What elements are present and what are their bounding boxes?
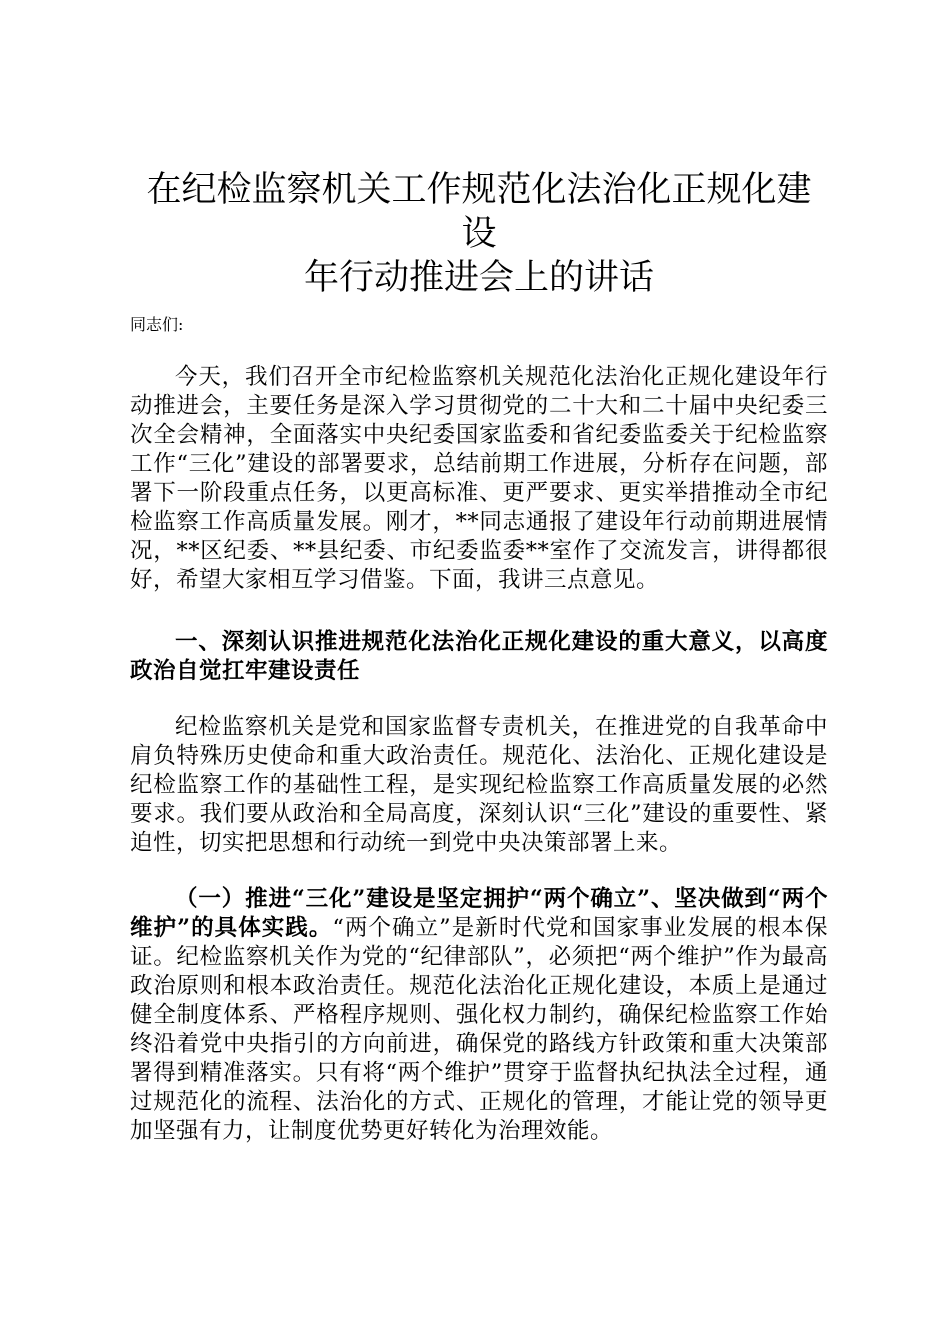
section-heading-1: 一、深刻认识推进规范化法治化正规化建设的重大意义，以高度政治自觉扛牢建设责任 [130, 629, 828, 684]
paragraph-opening: 今天，我们召开全市纪检监察机关规范化法治化正规化建设年行动推进会，主要任务是深入学习贯彻党的二十大和二十届中央纪委三次全会精神，全面落实中央纪委国家监委和省纪委监委关于纪检监察工作“三化”建设的部署要求，总结前期工作进展，分析存在问题，部署下一阶段重点任务，以更高标准、更严要求、更实举措推动全市纪检监察工作高质量发展。刚才，**同志通报了建设年行动前期进展情况，**区纪委、**县纪委、市纪委监委**室作了交流发言，讲得都很好，希望大家相互学习借鉴。下面，我讲三点意见。 [130, 364, 828, 593]
salutation: 同志们: [130, 315, 184, 334]
document-title [130, 168, 828, 300]
title-line-1: 在纪检监察机关工作规范化法治化正规化建设 [146, 170, 812, 254]
subsection-1-lead: （一）推进“三化”建设是坚定拥护“两个确立”、坚决做到“两个维护”的具体实践。 [130, 886, 828, 941]
paragraph-subsection-1 [130, 885, 828, 1146]
title-line-2: 年行动推进会上的讲话 [303, 258, 654, 298]
document-body [130, 168, 828, 1146]
paragraph-section1-intro: 纪检监察机关是党和国家监督专责机关，在推进党的自我革命中肩负特殊历史使命和重大政治责任。规范化、法治化、正规化建设是纪检监察工作的基础性工程，是实现纪检监察工作高质量发展的必然要求。我们要从政治和全局高度，深刻认识“三化”建设的重要性、紧迫性，切实把思想和行动统一到党中央决策部署上来。 [130, 714, 828, 856]
subsection-1-body: “两个确立”是新时代党和国家事业发展的根本保证。纪检监察机关作为党的“纪律部队”，必须把“两个维护”作为最高政治原则和根本政治责任。规范化法治化正规化建设，本质上是通过健全制度体系、严格程序规则、强化权力制约，确保纪检监察工作始终沿着党中央指引的方向前进，确保党的路线方针政策和重大决策部署得到精准落实。只有将“两个维护”贯穿于监督执纪执法全过程，通过规范化的流程、法治化的方式、正规化的管理，才能让党的领导更加坚强有力，让制度优势更好转化为治理效能。 [130, 915, 828, 1144]
